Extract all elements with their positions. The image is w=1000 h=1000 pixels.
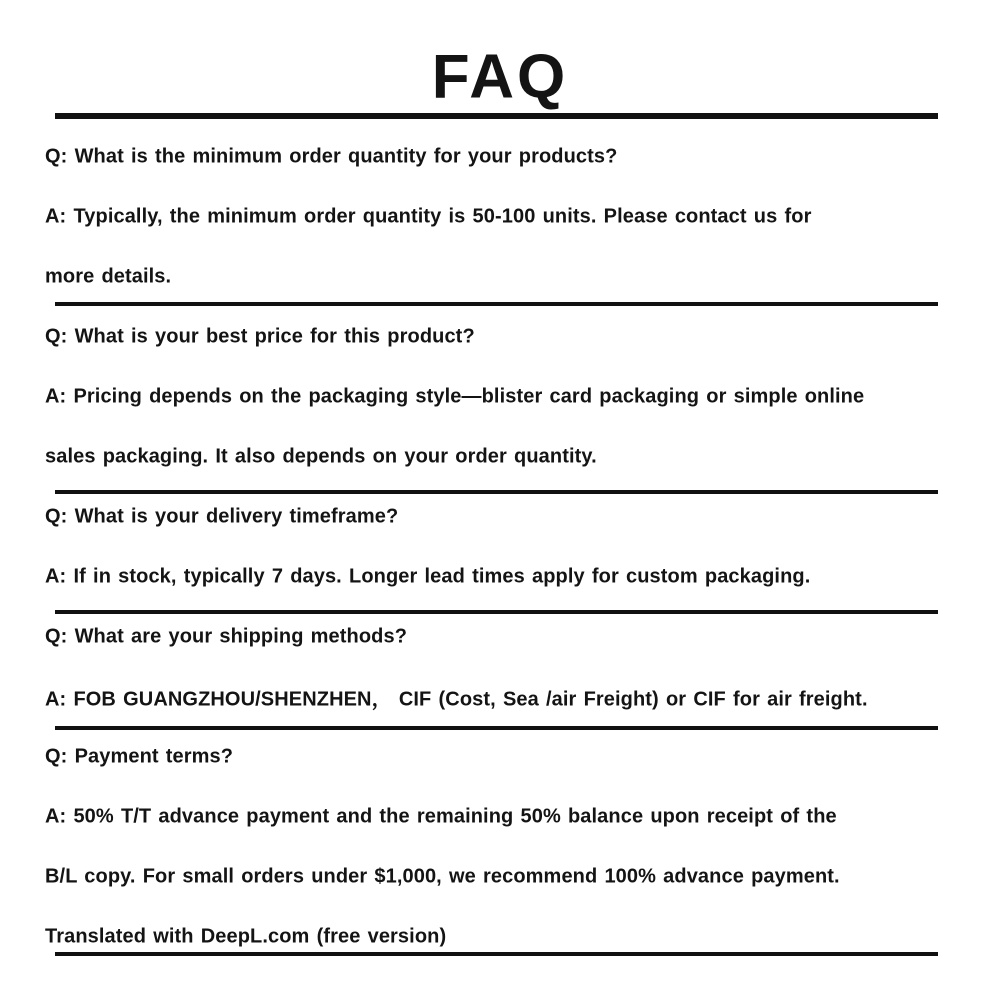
answer-text: more details.: [45, 265, 172, 288]
bottom-divider: [55, 952, 938, 956]
section-divider: [55, 302, 938, 306]
answer-text: A: If in stock, typically 7 days. Longer lead times apply for custom packaging.: [45, 565, 811, 588]
answer-text: B/L copy. For small orders under $1,000, we recommend 100% advance payment.: [45, 865, 840, 888]
question-text: Q: What is your delivery timeframe?: [45, 505, 399, 528]
answer-text: A: FOB GUANGZHOU/SHENZHEN， CIF (Cost, Sea /air Freight) or CIF for air freight.: [45, 688, 868, 711]
answer-text: A: Typically, the minimum order quantity is 50-100 units. Please contact us for: [45, 205, 812, 228]
section-divider: [55, 610, 938, 614]
footer-note: Translated with DeepL.com (free version): [45, 925, 447, 948]
title-divider: [55, 113, 938, 119]
answer-text: A: Pricing depends on the packaging style—blister card packaging or simple online: [45, 385, 865, 408]
answer-text: sales packaging. It also depends on your order quantity.: [45, 445, 597, 468]
question-text: Q: What are your shipping methods?: [45, 625, 408, 648]
answer-text: A: 50% T/T advance payment and the remaining 50% balance upon receipt of the: [45, 805, 837, 828]
question-text: Q: What is your best price for this product?: [45, 325, 475, 348]
section-divider: [55, 726, 938, 730]
question-text: Q: Payment terms?: [45, 745, 234, 768]
question-text: Q: What is the minimum order quantity for your products?: [45, 145, 618, 168]
section-divider: [55, 490, 938, 494]
page-title: FAQ: [431, 42, 569, 112]
